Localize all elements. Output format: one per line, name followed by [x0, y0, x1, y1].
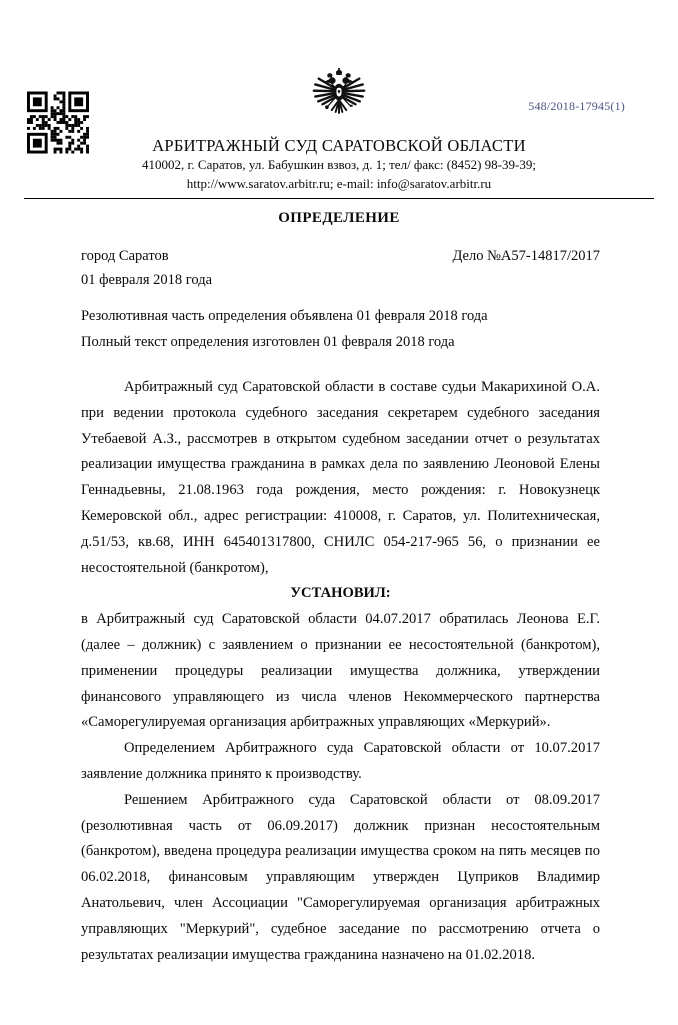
court-name: АРБИТРАЖНЫЙ СУД САРАТОВСКОЙ ОБЛАСТИ	[0, 136, 678, 156]
court-ruling-page	[0, 66, 678, 1025]
announcement-block	[81, 303, 600, 355]
document-date: 01 февраля 2018 года	[81, 272, 600, 289]
case-number: Дело №А57-14817/2017	[452, 248, 600, 265]
full-text-line: Полный текст определения изготовлен 01 февраля 2018 года	[81, 329, 600, 355]
resolutive-part-line: Резолютивная часть определения объявлена 01 февраля 2018 года	[81, 303, 600, 329]
body-paragraph: Определением Арбитражного суда Саратовской области от 10.07.2017 заявление должника принято к производству.	[81, 736, 600, 788]
document-title: ОПРЕДЕЛЕНИЕ	[0, 210, 678, 227]
court-contacts: http://www.saratov.arbitr.ru; e-mail: info@saratov.arbitr.ru	[0, 175, 678, 194]
ustanovil-heading: УСТАНОВИЛ:	[81, 581, 600, 607]
court-address: 410002, г. Саратов, ул. Бабушкин взвоз, д. 1; тел/ факс: (8452) 98-39-39;	[0, 156, 678, 175]
body-paragraph: Решением Арбитражного суда Саратовской области от 08.09.2017 (резолютивная часть от 06.09.2017) должник признан несостоятельным (банкротом), введена процедура реализации имущества сроком на пять месяцев по 06.02.2018, финансовым управляющим утвержден Цуприков Владимир Анатольевич, член Ассоциации "Саморегулируемая организация арбитражных управляющих "Меркурий", судебное заседание по рассмотрению отчета о результатах реализации имущества гражданина назначено на 01.02.2018.	[81, 788, 600, 969]
coat-of-arms-icon	[310, 66, 368, 128]
letterhead-divider	[24, 198, 654, 199]
meta-row	[81, 248, 600, 265]
intro-paragraph: Арбитражный суд Саратовской области в составе судьи Макарихиной О.А. при ведении протокола судебного заседания секретарем судебного заседания Утебаевой А.З., рассмотрев в открытом судебном заседании отчет о результатах реализации имущества гражданина в рамках дела по заявлению Леоновой Елены Геннадьевны, 21.08.1963 года рождения, место рождения: г. Новокузнецк Кемеровской обл., адрес регистрации: 410008, г. Саратов, ул. Политехническая, д.51/53, кв.68, ИНН 645401317800, СНИЛС 054-217-965 56, о признании ее несостоятельной (банкротом),	[81, 375, 600, 581]
city-label: город Саратов	[81, 248, 169, 265]
body-paragraph: в Арбитражный суд Саратовской области 04.07.2017 обратилась Леонова Е.Г. (далее – должник) с заявлением о признании ее несостоятельной (банкротом), применении процедуры реализации имущества должника, утверждении финансового управляющего из числа членов Некоммерческого партнерства «Саморегулируемая организация арбитражных управляющих «Меркурий».	[81, 607, 600, 736]
document-registration-number: 548/2018-17945(1)	[528, 99, 625, 114]
qr-code-icon	[27, 91, 89, 154]
ruling-body	[81, 375, 600, 968]
